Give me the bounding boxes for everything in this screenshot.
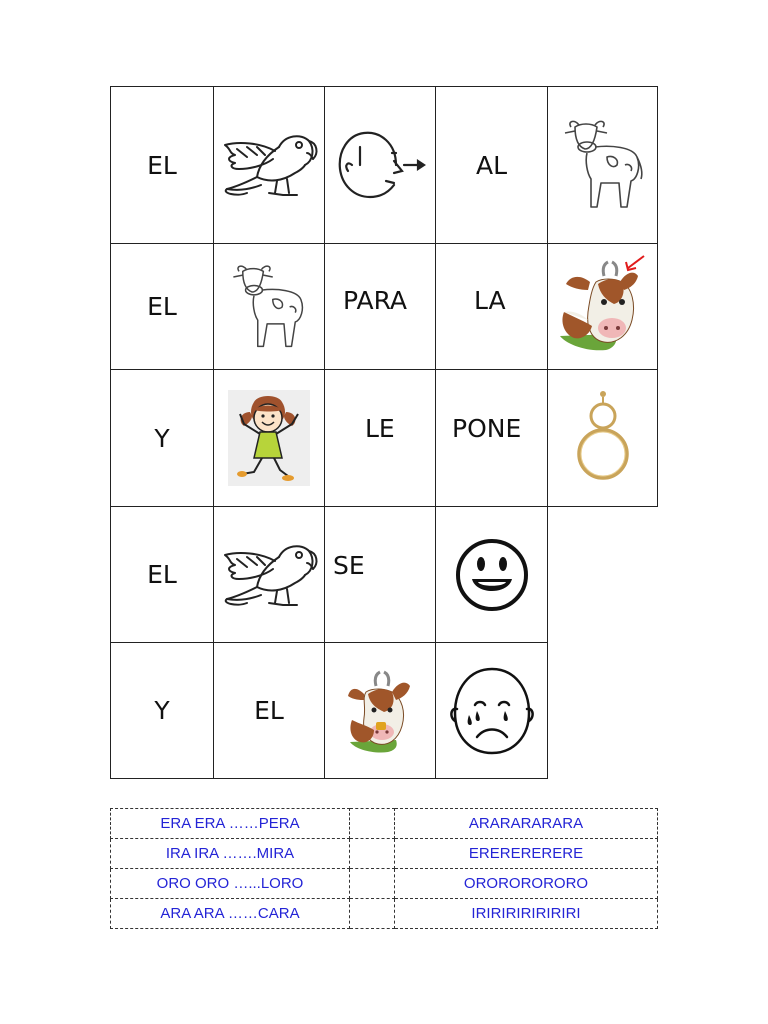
- drill-blank-cell: [350, 869, 395, 899]
- girl-icon: [228, 390, 310, 486]
- drill-blank-cell: [350, 809, 395, 839]
- grid-cell: [325, 643, 436, 779]
- table-row: [111, 869, 658, 899]
- drill-left-cell: ORO ORO …...LORO: [111, 869, 350, 899]
- grid-cell: [436, 244, 548, 370]
- parrot-icon: [217, 535, 321, 615]
- grid-cell: [436, 507, 548, 643]
- sad-face-icon: [447, 663, 537, 759]
- cow-ear-icon: [556, 252, 650, 362]
- drill-right-cell: ARARARARARA: [395, 809, 658, 839]
- drill-right-cell: ERERERERERE: [395, 839, 658, 869]
- drill-right-cell: ORORORORORO: [395, 869, 658, 899]
- cow-outline-icon: [227, 262, 311, 352]
- grid-cell: [325, 244, 436, 370]
- happy-face-icon: [454, 537, 530, 613]
- pictogram-grid: [110, 86, 658, 779]
- syllable-drill-table: [110, 808, 658, 929]
- drill-right-cell: IRIRIRIRIRIRIRI: [395, 899, 658, 929]
- word-la: LA: [474, 286, 506, 315]
- grid-cell: [111, 87, 214, 244]
- grid-cell: [436, 643, 548, 779]
- drill-blank-cell: [350, 899, 395, 929]
- grid-cell: [111, 370, 214, 507]
- head-looking-icon: [330, 125, 430, 205]
- grid-cell: [214, 244, 325, 370]
- drill-left-cell: IRA IRA …….MIRA: [111, 839, 350, 869]
- cow-outline-icon: [561, 117, 645, 213]
- word-el: EL: [147, 150, 177, 180]
- grid-cell: [214, 643, 325, 779]
- word-el: EL: [147, 560, 177, 589]
- word-le: LE: [365, 414, 395, 443]
- grid-cell: [325, 370, 436, 507]
- grid-row-5: [111, 643, 658, 779]
- grid-cell: [111, 507, 214, 643]
- word-se: SE: [333, 551, 365, 580]
- grid-cell: [436, 87, 548, 244]
- word-el: EL: [147, 292, 177, 321]
- word-para: PARA: [343, 286, 408, 315]
- earring-icon: [573, 388, 633, 488]
- empty-cell: [548, 643, 658, 779]
- grid-row-1: [111, 87, 658, 244]
- grid-cell: [436, 370, 548, 507]
- grid-cell: [548, 87, 658, 244]
- grid-cell: [214, 370, 325, 507]
- grid-cell: [214, 507, 325, 643]
- grid-row-4: [111, 507, 658, 643]
- grid-row-3: [111, 370, 658, 507]
- word-y: Y: [154, 696, 170, 725]
- parrot-icon: [217, 125, 321, 205]
- grid-cell: [325, 87, 436, 244]
- word-el: EL: [254, 696, 284, 725]
- grid-cell: [111, 244, 214, 370]
- drill-blank-cell: [350, 839, 395, 869]
- grid-cell: [111, 643, 214, 779]
- empty-cell: [548, 507, 658, 643]
- table-row: [111, 839, 658, 869]
- word-pone: PONE: [452, 414, 522, 443]
- grid-cell: [548, 370, 658, 507]
- grid-row-2: [111, 244, 658, 370]
- cow-color-icon: [348, 666, 412, 756]
- grid-cell: [214, 87, 325, 244]
- drill-left-cell: ARA ARA ……CARA: [111, 899, 350, 929]
- grid-cell: [325, 507, 436, 643]
- grid-cell: [548, 244, 658, 370]
- drill-left-cell: ERA ERA ……PERA: [111, 809, 350, 839]
- table-row: [111, 899, 658, 929]
- word-al: AL: [475, 150, 508, 180]
- table-row: [111, 809, 658, 839]
- word-y: Y: [154, 423, 170, 453]
